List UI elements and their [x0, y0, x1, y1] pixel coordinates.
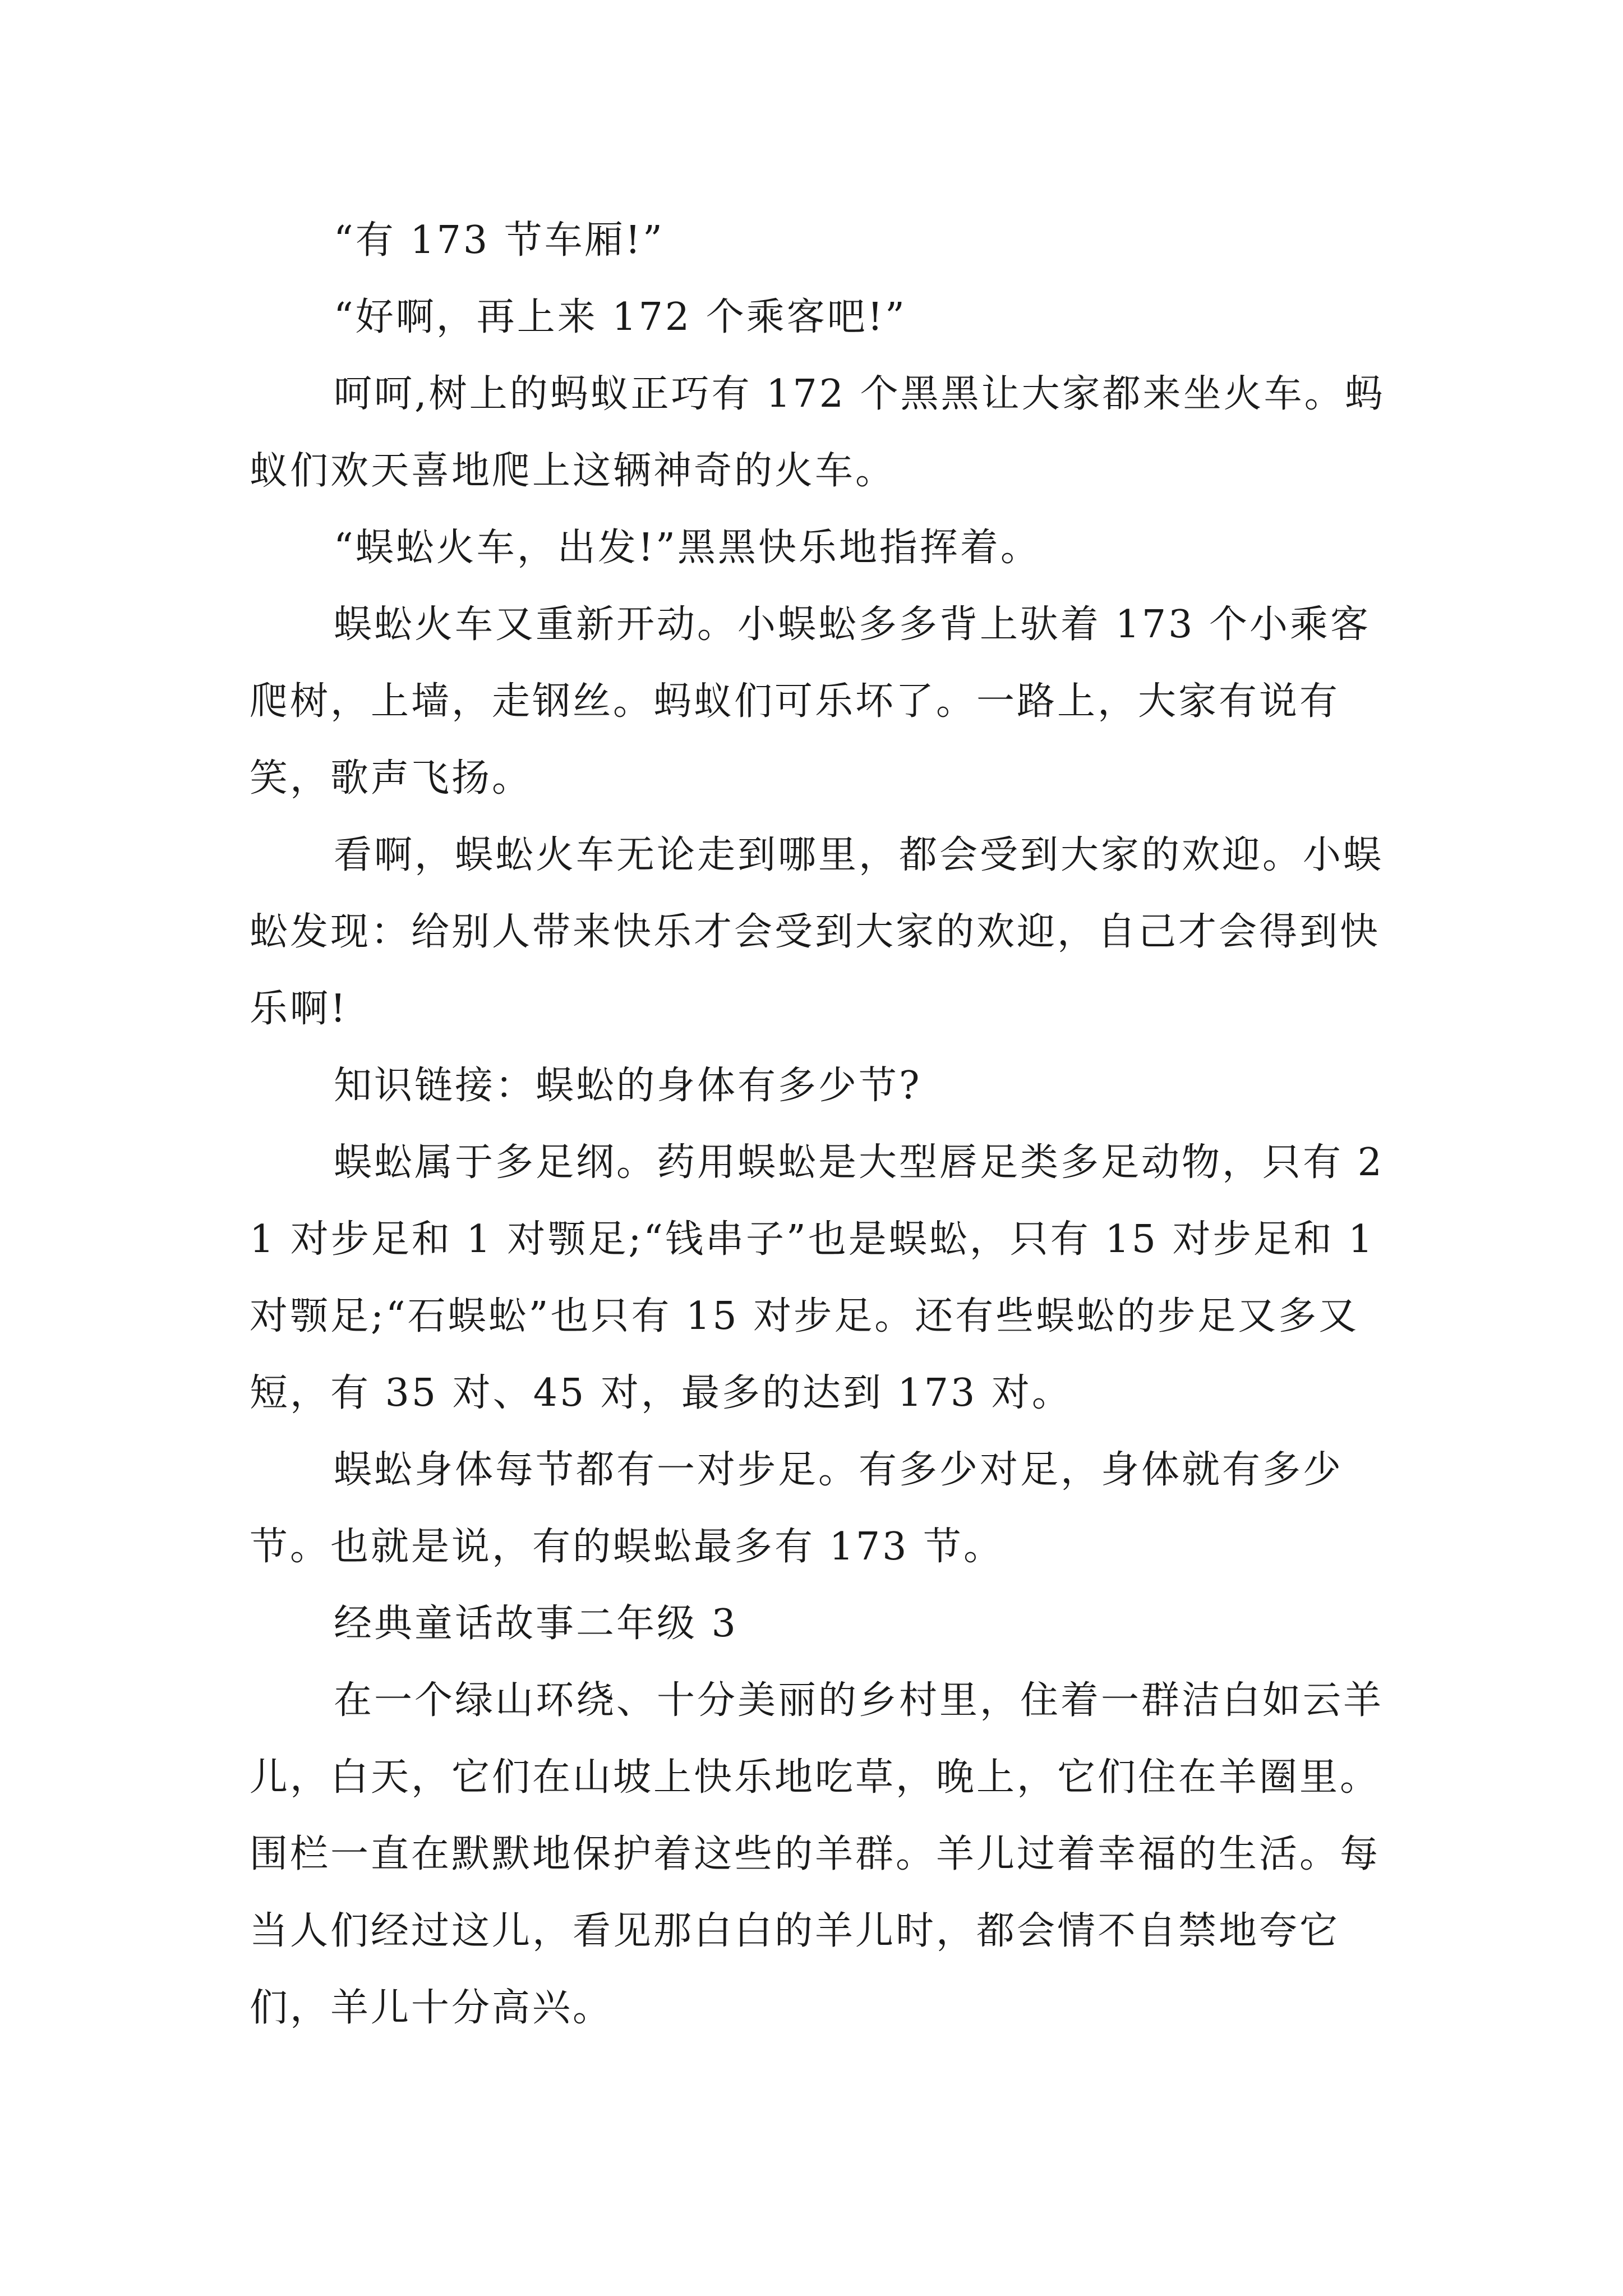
paragraph-9: 蜈蚣身体每节都有一对步足。有多少对足，身体就有多少节。也就是说，有的蜈蚣最多有 173 节。 — [250, 1448, 1344, 1569]
paragraph-4: “蜈蚣火车，出发!”黑黑快乐地指挥着。 — [334, 526, 1041, 570]
paragraph-6: 看啊，蜈蚣火车无论走到哪里，都会受到大家的欢迎。小蜈蚣发现：给别人带来快乐才会受到大家的欢迎，自己才会得到快乐啊! — [250, 833, 1384, 1031]
paragraph-7-knowledge-link: 知识链接：蜈蚣的身体有多少节? — [334, 1064, 922, 1108]
document-body — [250, 202, 1394, 2046]
paragraph-1: “有 173 节车厢!” — [334, 218, 665, 263]
section-heading: 经典童话故事二年级 3 — [334, 1602, 738, 1646]
paragraph-2: “好啊，再上来 172 个乘客吧!” — [334, 295, 907, 339]
paragraph-3: 呵呵,树上的蚂蚁正巧有 172 个黑黑让大家都来坐火车。蚂蚁们欢天喜地爬上这辆神奇的火车。 — [250, 372, 1385, 493]
paragraph-11: 在一个绿山环绕、十分美丽的乡村里，住着一群洁白如云羊儿，白天，它们在山坡上快乐地吃草，晚上，它们住在羊圈里。围栏一直在默默地保护着这些的羊群。羊儿过着幸福的生活。每当人们经过这儿，看见那白白的羊儿时，都会情不自禁地夸它们，羊儿十分高兴。 — [250, 1678, 1384, 2030]
paragraph-5: 蜈蚣火车又重新开动。小蜈蚣多多背上驮着 173 个小乘客爬树，上墙，走钢丝。蚂蚁们可乐坏了。一路上，大家有说有笑，歌声飞扬。 — [250, 602, 1371, 800]
paragraph-8: 蜈蚣属于多足纲。药用蜈蚣是大型唇足类多足动物，只有 21 对步足和 1 对颚足;“钱串子”也是蜈蚣，只有 15 对步足和 1 对颚足;“石蜈蚣”也只有 15 对步足。还有些蜈蚣的步足又多又短，有 35 对、45 对，最多的达到 173 对。 — [250, 1140, 1384, 1415]
